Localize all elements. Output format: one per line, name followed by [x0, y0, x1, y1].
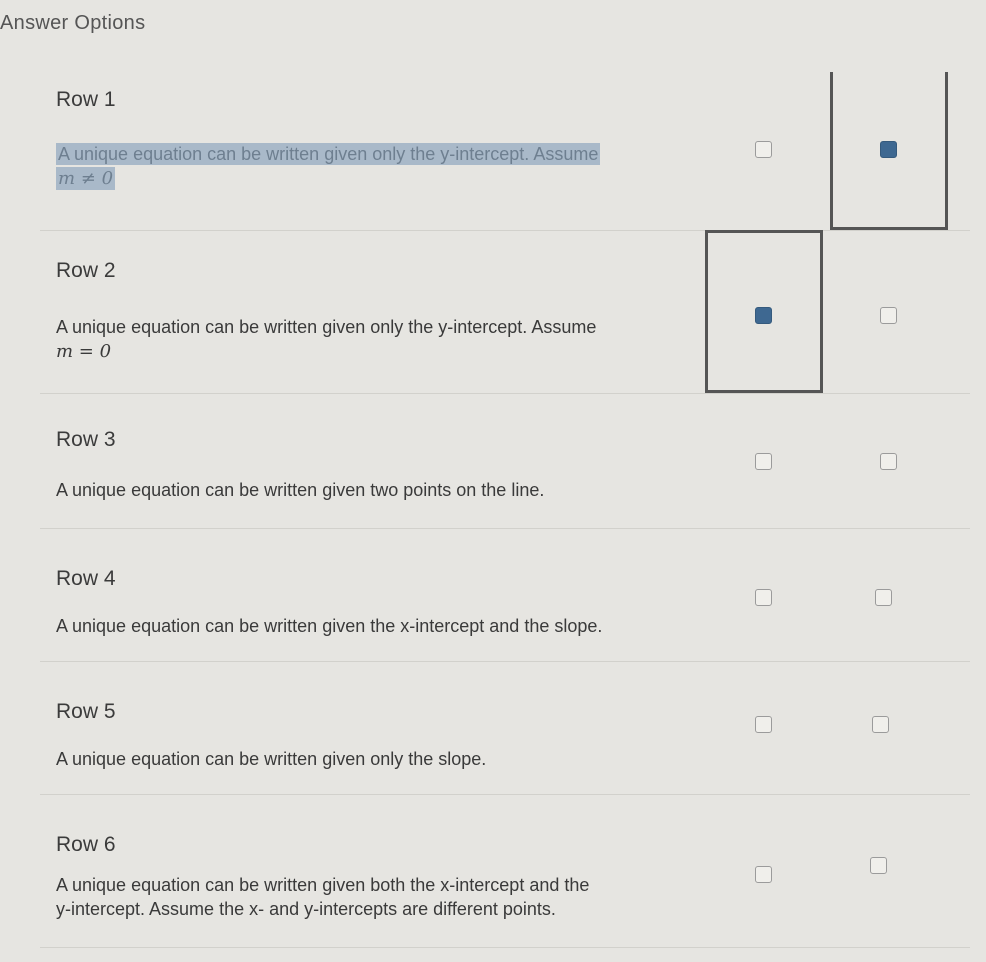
answer-row-5: [40, 661, 970, 795]
row-4-option-1-checkbox[interactable]: [755, 589, 772, 606]
row-statement: A unique equation can be written given the x-intercept and the slope.: [56, 616, 603, 636]
row-statement: A unique equation can be written given two points on the line.: [56, 480, 545, 500]
row-label: Row 1: [56, 88, 116, 111]
row-label: Row 4: [56, 567, 116, 590]
row-label: Row 2: [56, 259, 116, 282]
answer-options-heading: Answer Options: [0, 12, 146, 34]
answer-row-4: [40, 528, 970, 662]
answer-row-6: [40, 794, 970, 948]
statement-line-2: y-intercept. Assume the x- and y-intercepts are different points.: [56, 899, 556, 919]
statement-line-1: A unique equation can be written given only the y-intercept. Assume: [56, 317, 597, 337]
row-4-option-2-checkbox[interactable]: [875, 589, 892, 606]
statement-line-1: A unique equation can be written given both the x-intercept and the: [56, 875, 590, 895]
row-statement: [56, 315, 676, 364]
statement-line-2: m ≠ 0: [58, 168, 114, 189]
row-statement: [56, 142, 676, 191]
row-2-option-1-checkbox[interactable]: [755, 307, 772, 324]
answer-row-3: [40, 393, 970, 529]
row-5-option-1-checkbox[interactable]: [755, 716, 772, 733]
row-label: Row 6: [56, 833, 116, 856]
row-statement: A unique equation can be written given only the slope.: [56, 749, 487, 769]
statement-line-2: m = 0: [56, 341, 112, 362]
statement-line-1: A unique equation can be written given only the y-intercept. Assume: [58, 144, 599, 164]
row-1-option-1-checkbox[interactable]: [755, 141, 772, 158]
row-6-option-1-checkbox[interactable]: [755, 866, 772, 883]
row-label: Row 3: [56, 428, 116, 451]
row-3-option-2-checkbox[interactable]: [880, 453, 897, 470]
row-3-option-1-checkbox[interactable]: [755, 453, 772, 470]
answer-row-2: [40, 230, 970, 394]
row-statement: [56, 873, 676, 921]
row-6-option-2-checkbox[interactable]: [870, 857, 887, 874]
row-2-option-2-checkbox[interactable]: [880, 307, 897, 324]
row-5-option-2-checkbox[interactable]: [872, 716, 889, 733]
row-1-option-2-checkbox[interactable]: [880, 141, 897, 158]
row-label: Row 5: [56, 700, 116, 723]
